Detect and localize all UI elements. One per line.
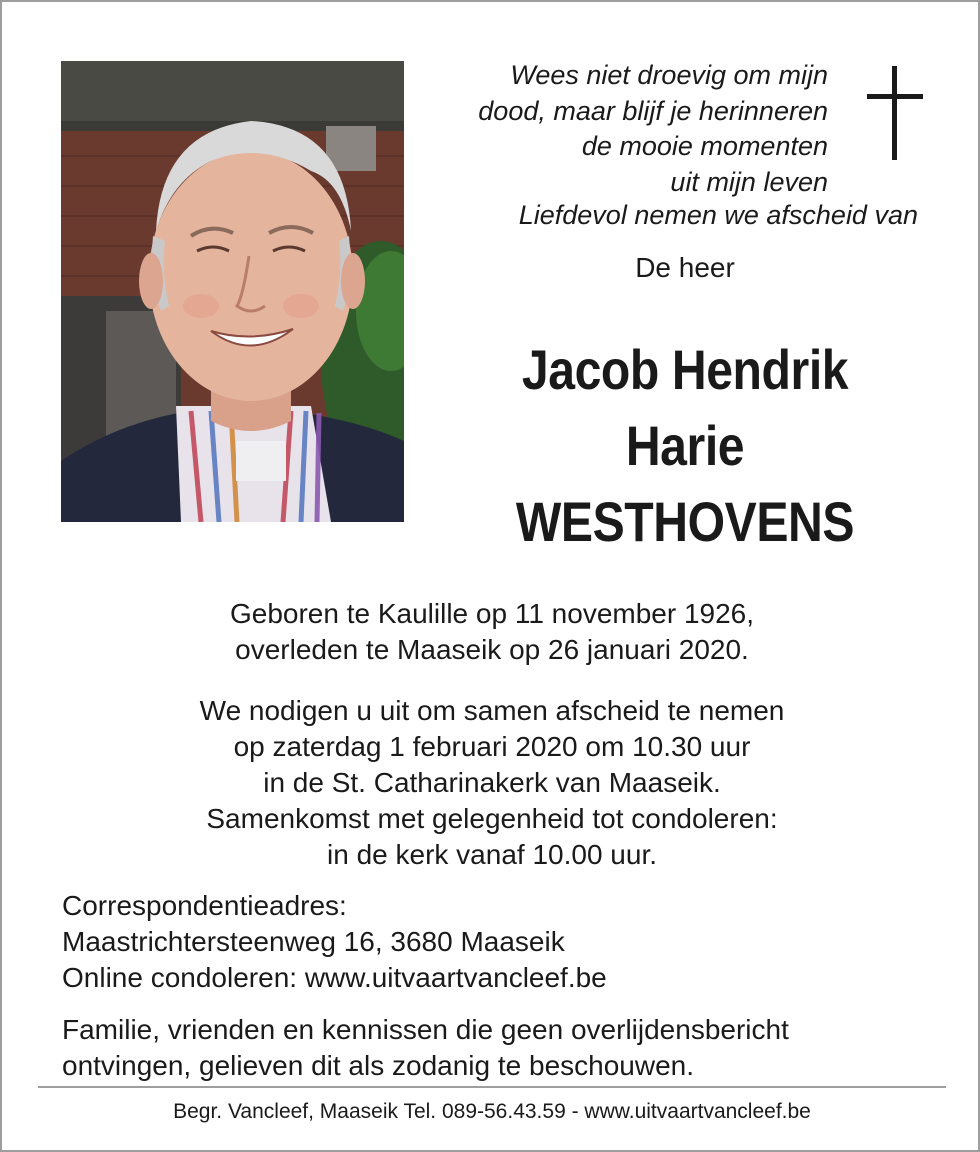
- name-line: Harie: [625, 414, 745, 477]
- poem-line: dood, maar blijf je herinneren: [478, 95, 828, 126]
- date-line: Geboren te Kaulille op 11 november 1926,: [229, 598, 755, 629]
- footer-divider: [38, 1086, 946, 1088]
- online-condolence-link[interactable]: Online condoleren: www.uitvaartvancleef.be: [62, 962, 607, 993]
- correspondence-address: Maastrichtersteenweg 16, 3680 Maaseik: [62, 926, 565, 957]
- funeral-home-footer: Begr. Vancleef, Maaseik Tel. 089-56.43.59 - www.uitvaartvancleef.be: [173, 1100, 811, 1123]
- ceremony-line: op zaterdag 1 februari 2020 om 10.30 uur: [233, 731, 751, 762]
- notice-line: ontvingen, gelieven dit als zodanig te beschouwen.: [62, 1050, 694, 1081]
- poem-line: uit mijn leven: [670, 166, 828, 197]
- ceremony-line: in de St. Catharinakerk van Maaseik.: [263, 767, 721, 798]
- cross-icon: [867, 66, 923, 160]
- poem-line: de mooie momenten: [581, 131, 828, 161]
- name-line: Jacob Hendrik: [521, 338, 849, 401]
- ceremony-line: in de kerk vanaf 10.00 uur.: [327, 839, 657, 870]
- birth-death-dates: [42, 596, 942, 668]
- portrait-photo: [61, 61, 404, 522]
- farewell-intro: Liefdevol nemen we afscheid van: [518, 200, 918, 230]
- correspondence-label: Correspondentieadres:: [62, 890, 347, 921]
- poem-line: Wees niet droevig om mijn: [510, 60, 828, 90]
- ceremony-details: [42, 693, 942, 873]
- ceremony-line: Samenkomst met gelegenheid tot condoleren:: [206, 803, 778, 834]
- correspondence: [62, 888, 942, 996]
- date-line: overleden te Maaseik op 26 januari 2020.: [235, 634, 749, 665]
- name-line: WESTHOVENS: [515, 490, 855, 553]
- poem: [368, 58, 828, 200]
- ceremony-line: We nodigen u uit om samen afscheid te nemen: [199, 695, 785, 726]
- deceased-title: De heer: [635, 252, 735, 283]
- deceased-name: [476, 332, 894, 560]
- family-notice: [62, 1012, 942, 1084]
- notice-line: Familie, vrienden en kennissen die geen overlijdensbericht: [62, 1014, 789, 1045]
